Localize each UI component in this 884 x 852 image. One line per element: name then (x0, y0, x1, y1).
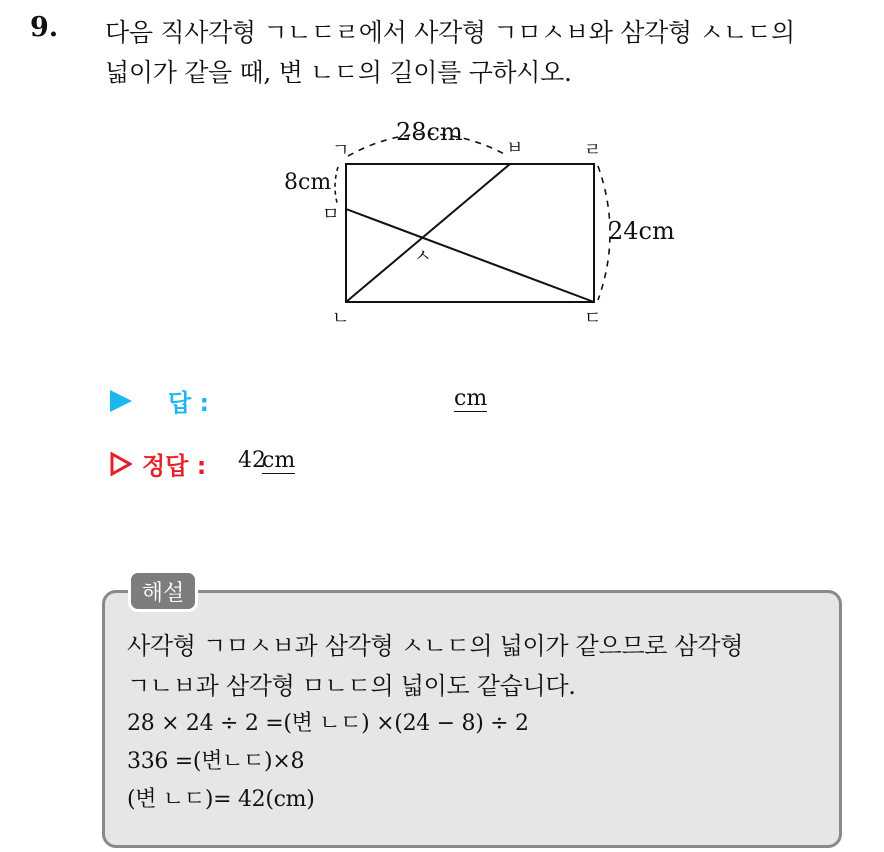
correct-answer-row (110, 446, 206, 481)
rectangle-outline (346, 164, 594, 302)
vertex-label-top-right: ㄹ (584, 140, 602, 161)
diagonal-b-to-n (346, 164, 510, 302)
dashed-arc-left (335, 167, 338, 206)
left-length-label: 8cm (284, 170, 332, 195)
play-triangle-icon (110, 390, 132, 412)
vertex-label-top-point: ㅂ (506, 138, 524, 159)
solution-tag: 해설 (128, 570, 198, 612)
answer-label: 답 : (168, 389, 210, 417)
vertex-label-bottom-left: ㄴ (332, 308, 350, 329)
solution-line-1: 사각형 ㄱㅁㅅㅂ과 삼각형 ㅅㄴㄷ의 넓이가 같으므로 삼각형 (127, 632, 744, 660)
rectangle-figure (270, 112, 700, 332)
question-text-line2: 넓이가 같을 때, 변 ㄴㄷ의 길이를 구하시오. (105, 58, 572, 87)
vertex-label-top-left: ㄱ (332, 140, 350, 161)
solution-line-3: 28 × 24 ÷ 2 =(변 ㄴㄷ) ×(24 − 8) ÷ 2 (127, 711, 529, 736)
right-length-label: 24cm (608, 217, 675, 245)
outline-triangle-icon (110, 452, 132, 476)
question-number: 9. (30, 12, 59, 43)
top-length-label: 28cm (396, 118, 463, 146)
vertex-label-left-point: ㅁ (322, 204, 340, 225)
answer-row (110, 383, 209, 418)
correct-answer-unit: cm (262, 448, 296, 473)
correct-answer-value: 42 (238, 448, 266, 473)
solution-line-4: 336 =(변ㄴㄷ)×8 (127, 749, 305, 774)
diagonal-m-to-d (346, 209, 594, 302)
answer-unit: cm (454, 386, 488, 411)
correct-answer-label: 정답 : (142, 452, 207, 480)
solution-line-2: ㄱㄴㅂ과 삼각형 ㅁㄴㄷ의 넓이도 같습니다. (127, 672, 576, 700)
vertex-label-bottom-right: ㄷ (584, 308, 602, 329)
solution-line-5: (변 ㄴㄷ)= 42(cm) (127, 787, 315, 812)
vertex-label-intersection: ㅅ (414, 246, 432, 267)
question-text-line1: 다음 직사각형 ㄱㄴㄷㄹ에서 사각형 ㄱㅁㅅㅂ와 삼각형 ㅅㄴㄷ의 (105, 18, 795, 47)
